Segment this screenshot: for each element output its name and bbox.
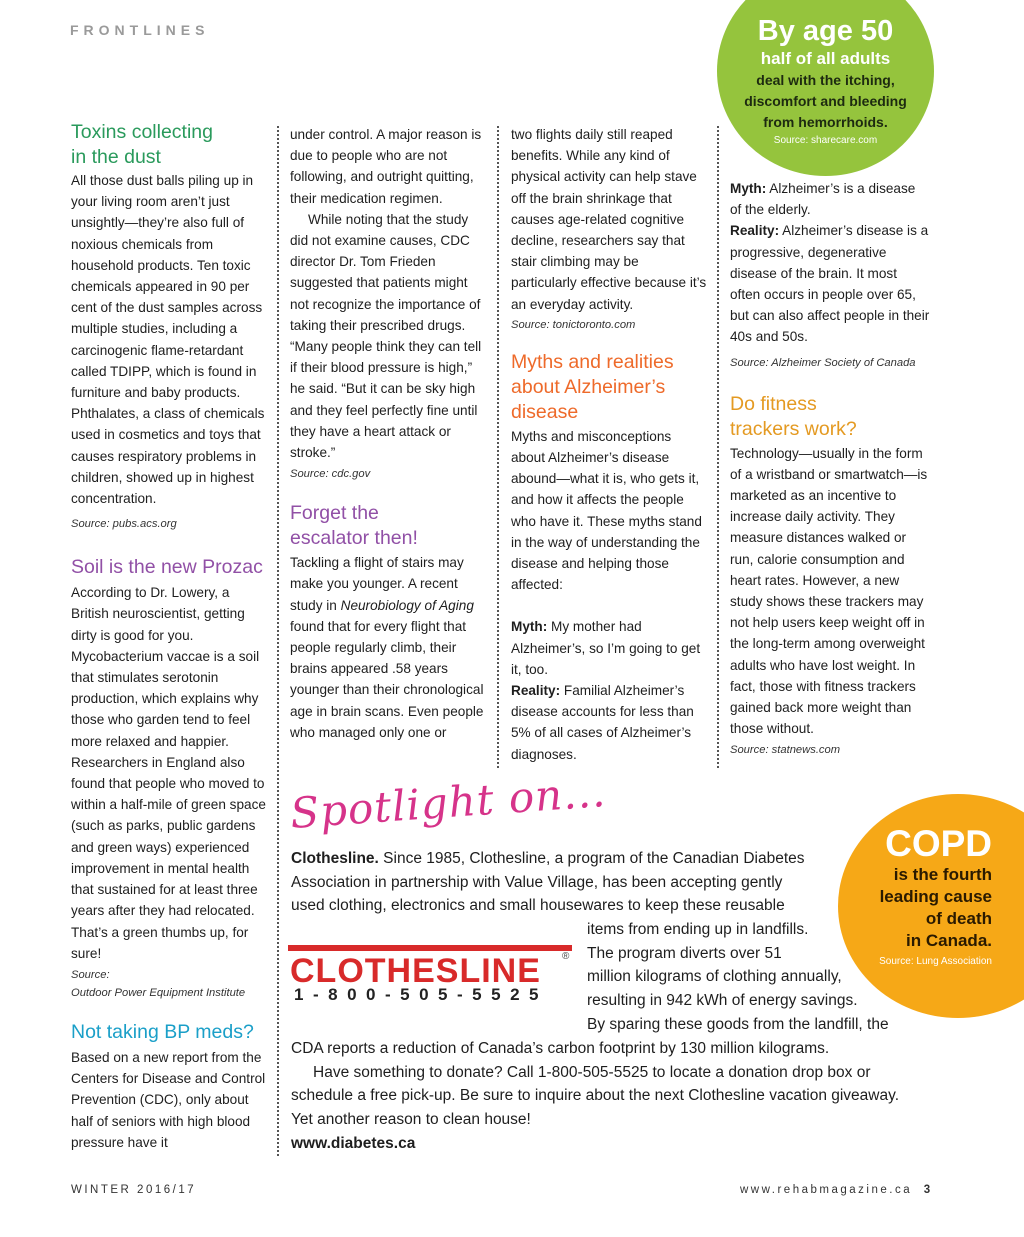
escalator-body-continued: two flights daily still reaped benefits. While any kind of physical activity can help stave off the brain shrinkage that causes age-related cognitive decline, researchers say that stair climbing may be particularly effective because it’s an everyday activity. <box>511 127 707 312</box>
callout-orange-line2: is the fourth <box>893 865 992 884</box>
clothesline-logo <box>288 945 572 1007</box>
spotlight-p2-line2: schedule a free pick-up. Be sure to inquire about the next Clothesline vacation giveaway. <box>291 1087 900 1105</box>
spotlight-heading: Spotlight on... <box>288 767 608 838</box>
alzheimers-source: Source: Alzheimer Society of Canada <box>730 356 916 369</box>
fitness-source: Source: statnews.com <box>730 744 841 757</box>
bp-source: Source: cdc.gov <box>290 468 371 481</box>
spotlight-wrap <box>587 918 927 1037</box>
spotlight-lines-bottom <box>291 1037 951 1156</box>
escalator-body <box>290 552 485 743</box>
alzheimers-title <box>511 350 707 425</box>
column-divider-3 <box>717 126 719 768</box>
column-divider-2 <box>497 126 499 768</box>
reality-2-text: Alzheimer’s disease is a progressive, degenerative disease of the brain. It most often occurs in people over 65, but can also affect people in their 40s and 50s. <box>730 223 930 345</box>
myth-2-text: Alzheimer’s is a disease of the elderly. <box>730 181 916 218</box>
myth-2-label: Myth: <box>730 181 767 196</box>
spotlight-wrap-1: items from ending up in landfills. <box>587 921 809 938</box>
callout-green-line4: discomfort and bleeding <box>744 93 907 109</box>
spotlight-p2-line3: Yet another reason to clean house! <box>291 1111 531 1129</box>
logo-wordmark: CLOTHESLINE <box>290 952 541 990</box>
logo-clothesline-bar <box>288 945 572 951</box>
spotlight-wrap-4: resulting in 942 kWh of energy savings. <box>587 992 858 1010</box>
toxins-title-line1: Toxins collecting <box>71 121 213 143</box>
escalator-body-a: Tackling a flight of stairs may make you younger. A recent study in <box>290 555 464 613</box>
spotlight-wrap-3: million kilograms of clothing annually, <box>587 968 842 986</box>
diabetes-link[interactable]: www.diabetes.ca <box>291 1134 416 1152</box>
spotlight-line-2: Association in partnership with Value Village, has been accepting gently <box>291 873 783 891</box>
reality-1-text: Familial Alzheimer’s disease accounts for less than 5% of all cases of Alzheimer’s diagnoses. <box>511 683 694 762</box>
callout-orange-line4: of death <box>925 909 992 928</box>
callout-green-headline: By age 50 <box>757 15 894 47</box>
bp-body-continued: under control. A major reason is due to people who are not following, and outright quitting, their medication regimen. <box>290 127 482 206</box>
spotlight-line-3: used clothing, electronics and small housewares to keep these reusable <box>291 897 785 915</box>
section-header: FRONTLINES <box>70 22 210 38</box>
logo-phone: 1-800-505-5525 <box>294 985 548 1004</box>
toxins-body: All those dust balls piling up in your living room aren’t just unsightly—they’re also full of noxious chemicals from household products. Ten toxic chemicals appeared in 90 per cent of the dust samples across multiple studies, including a carcinogenic flame-retardant called TDIPP, which is found in furniture and baby products. Phthalates, a class of chemicals used in cosmetics and toys that causes respiratory problems in children, showed up in highest concentration. <box>71 173 265 507</box>
escalator-title-line1: Forget the <box>290 502 379 525</box>
spotlight-p1-last: CDA reports a reduction of Canada’s carbon footprint by 130 million kilograms. <box>291 1040 830 1057</box>
soil-body: According to Dr. Lowery, a British neuroscientist, getting dirty is good for you. Mycobacterium vaccae is a soil that stimulates serotonin production, which explains why those who garden tend to feel more relaxed and happier. Researchers in England also found that people who moved to within a half-mile of green space (such as parks, public gardens and green ways) experienced improvement in mental health that sustained for at least three years after they had relocated. That’s a green thumbs up, for sure! <box>71 585 266 961</box>
escalator-journal: Neurobiology of Aging <box>340 597 474 613</box>
toxins-source: Source: pubs.acs.org <box>71 518 177 531</box>
escalator-body-b: found that for every flight that people regularly climb, their brains appeared .58 years younger than their chronological age in brain scans. Even people who managed only one or <box>290 618 484 740</box>
escalator-source: Source: tonictoronto.com <box>511 318 636 331</box>
myth-1-label: Myth: <box>511 619 548 635</box>
callout-orange-line3: leading cause <box>879 887 992 906</box>
fitness-title-line1: Do fitness <box>730 392 817 415</box>
column-2 <box>290 124 485 743</box>
spotlight-line-1 <box>291 847 851 871</box>
soil-source-line2: Outdoor Power Equipment Institute <box>71 986 246 999</box>
spotlight-wrap-2: The program diverts over 51 <box>587 944 782 962</box>
escalator-title <box>290 501 485 551</box>
footer-issue: WINTER 2016/17 <box>71 1184 197 1196</box>
logo-registered-mark: ® <box>562 951 570 962</box>
reality-1-label: Reality: <box>511 683 561 699</box>
toxins-title <box>71 120 269 170</box>
fitness-title <box>730 392 930 442</box>
column-1 <box>71 120 269 1153</box>
footer-site <box>740 1184 933 1196</box>
alzheimers-title-line3: disease <box>511 400 579 423</box>
column-3 <box>511 124 707 765</box>
alzheimers-reality-2 <box>730 220 930 347</box>
callout-green-line5: from hemorrhoids. <box>763 114 888 130</box>
hemorrhoids-callout <box>717 0 934 176</box>
fitness-title-line2: trackers work? <box>730 417 857 440</box>
callout-orange-source: Source: Lung Association <box>879 956 992 967</box>
soil-source <box>71 966 269 1002</box>
page-number: 3 <box>923 1184 933 1196</box>
alzheimers-myth-1 <box>511 616 707 680</box>
bp-title: Not taking BP meds? <box>71 1020 254 1043</box>
fitness-body: Technology—usually in the form of a wristband or smartwatch—is marketed as an incentive to increase daily activity. They measure distances walked or run, calorie consumption and heart rates. However, a new study shows these trackers may not help users keep weight off in the long-term among overweight adults who have lost weight. In fact, those with fitness trackers gained back more weight than those without. <box>730 445 928 737</box>
toxins-title-line2: in the dust <box>71 146 161 168</box>
reality-2-label: Reality: <box>730 223 780 239</box>
spotlight-p1-line1: Since 1985, Clothesline, a program of the Canadian Diabetes <box>378 850 805 867</box>
soil-source-line1: Source: <box>71 968 110 981</box>
alzheimers-myth-2 <box>730 178 930 220</box>
column-divider-1 <box>277 126 279 1156</box>
callout-orange-headline: COPD <box>885 823 992 864</box>
bp-body-2: While noting that the study did not examine causes, CDC director Dr. Tom Frieden suggested that patients might not recognize the importance of taking their prescribed drugs. “Many people think they can tell if their blood pressure is high,” he said. “But it can be sky high and they feel perfectly fine until they have a heart attack or stroke.” <box>290 211 482 461</box>
soil-title: Soil is the new Prozac <box>71 556 263 579</box>
escalator-title-line2: escalator then! <box>290 527 418 550</box>
alzheimers-reality-1 <box>511 680 707 765</box>
callout-orange-line5: in Canada. <box>906 931 992 950</box>
spotlight-p2-line1: Have something to donate? Call 1-800-505-5525 to locate a donation drop box or <box>313 1063 871 1081</box>
footer-url[interactable]: www.rehabmagazine.ca <box>740 1184 913 1196</box>
myth-1-text: My mother had Alzheimer’s, so I’m going to get it, too. <box>511 619 701 677</box>
spotlight-wrap-5: By sparing these goods from the landfill, the <box>587 1015 889 1033</box>
column-4 <box>730 178 930 759</box>
alzheimers-intro: Myths and misconceptions about Alzheimer’s disease abound—what it is, who gets it, and how it affects the people who have it. These myths stand in the way of understanding the disease and helping those affected: <box>511 428 702 593</box>
alzheimers-title-line2: about Alzheimer’s <box>511 375 666 398</box>
callout-green-source: Source: sharecare.com <box>773 135 878 146</box>
spotlight-lead: Clothesline. <box>291 850 379 867</box>
callout-green-line3: deal with the itching, <box>756 72 895 88</box>
alzheimers-title-line1: Myths and realities <box>511 350 674 373</box>
callout-green-line2: half of all adults <box>760 49 891 68</box>
bp-body: Based on a new report from the Centers for Disease and Control Prevention (CDC), only about half of seniors with high blood pressure have it <box>71 1049 266 1150</box>
spotlight-lines-top <box>291 847 851 918</box>
